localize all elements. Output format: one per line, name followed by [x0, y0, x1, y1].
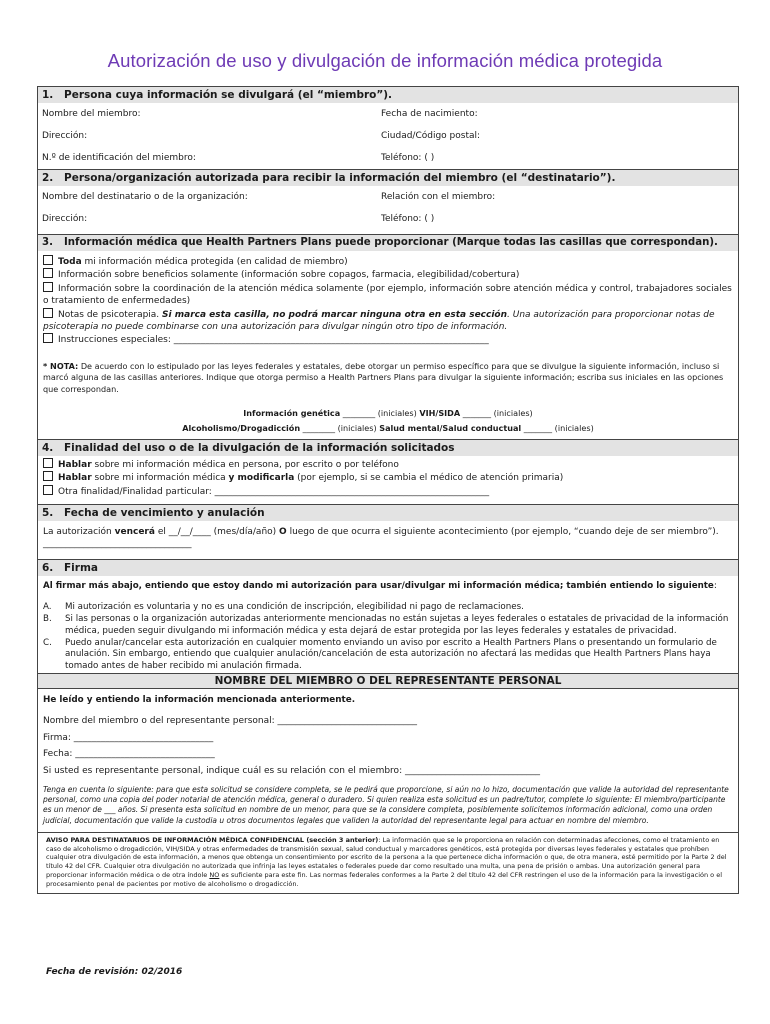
- birth-date-field[interactable]: Fecha de nacimiento:: [381, 109, 478, 119]
- option-bold: Toda: [58, 257, 82, 267]
- checkbox[interactable]: [43, 458, 53, 468]
- option-bold: Hablar: [58, 459, 92, 470]
- initials-label: VIH/SIDA: [419, 407, 461, 418]
- notice-title: AVISO PARA DESTINATARIOS DE INFORMACIÓN MÉDICA CONFIDENCIAL (sección 3 anterior): [46, 835, 379, 844]
- initials-label: Salud mental/Salud conductual: [379, 423, 522, 434]
- checkbox[interactable]: [43, 471, 53, 481]
- section-6: [38, 560, 738, 894]
- section-2: [38, 170, 738, 235]
- section-heading: Información médica que Health Partners Plans puede proporcionar (Marque todas las casillas que correspondan).: [64, 237, 718, 248]
- checkbox[interactable]: [43, 333, 53, 343]
- city-zip-field[interactable]: Ciudad/Código postal:: [381, 131, 481, 141]
- notice-underline: NO: [209, 871, 220, 880]
- recipient-phone-field[interactable]: Teléfono: ( ): [381, 214, 435, 224]
- option-label: Notas de psicoterapia.: [58, 309, 163, 320]
- recipient-address-field[interactable]: Dirección:: [42, 214, 88, 224]
- option-discuss: [43, 458, 733, 471]
- confidential-notice: [38, 832, 738, 894]
- section-number: 6.: [42, 561, 54, 574]
- section-heading: Fecha de vencimiento y anulación: [64, 507, 265, 520]
- page-title: Autorización de uso y divulgación de información médica protegida: [107, 50, 663, 71]
- relationship-field[interactable]: Si usted es representante personal, indique cuál es su relación con el miembro: ______________________________: [43, 765, 540, 776]
- terms-list: [38, 594, 738, 673]
- checkbox[interactable]: [43, 308, 53, 318]
- option-label: Otra finalidad/Finalidad particular: _____________________________________________________________: [58, 486, 490, 497]
- section-1: [38, 87, 738, 170]
- section-5: [38, 505, 738, 560]
- relationship-field[interactable]: Relación con el miembro:: [381, 192, 496, 202]
- initials-label: Información genética: [243, 407, 341, 418]
- list-item: [43, 614, 733, 638]
- initials-line-1: [38, 406, 738, 422]
- option-label: (por ejemplo, si se cambia el médico de atención primaria): [294, 473, 564, 484]
- checkbox[interactable]: [43, 282, 53, 292]
- section-heading: Persona/organización autorizada para recibir la información del miembro (el “destinatario”).: [64, 172, 616, 184]
- option-psychotherapy: [43, 308, 733, 334]
- signature-intro: [38, 576, 738, 594]
- section-heading: Persona cuya información se divulgará (el “miembro”).: [64, 89, 393, 101]
- option-bold: y modificarla: [228, 473, 295, 484]
- initials-blank[interactable]: _______ (iniciales): [521, 423, 594, 434]
- option-benefits: [43, 268, 733, 281]
- field-row: [38, 186, 738, 208]
- option-label: Información sobre beneficios solamente (información sobre copagos, farmacia, elegibilidad/cobertura): [58, 270, 520, 281]
- initials-blank[interactable]: ________ (iniciales): [300, 423, 380, 434]
- section-number: 3.: [42, 237, 53, 248]
- section-5-header: [38, 505, 738, 521]
- authorization-form: [37, 86, 739, 894]
- section-4: [38, 440, 738, 505]
- list-letter: A.: [43, 602, 52, 613]
- note-paragraph: [38, 359, 738, 398]
- checkbox[interactable]: [43, 268, 53, 278]
- initials-line-2: [38, 421, 738, 439]
- option-label: sobre mi información médica: [91, 473, 229, 484]
- section-heading: Firma: [64, 561, 98, 574]
- notice-text: es suficiente para este fin. Las normas federales conformes a la Parte 2 del título 42 del CFR restringen el uso de la información para la investigación o el procesamiento penal de pacientes por motivo de alcoholismo o drogadicción.: [46, 871, 723, 888]
- phone-field[interactable]: Teléfono: ( ): [381, 153, 435, 163]
- option-other: [43, 485, 733, 498]
- list-text: Mi autorización es voluntaria y no es una condición de inscripción, elegibilidad ni pago de reclamaciones.: [65, 602, 524, 613]
- text: La autorización: [43, 527, 115, 538]
- option-label: Información sobre la coordinación de la atención médica solamente (por ejemplo, información sobre atención médica y control, trabajadores sociales o tratamiento de enfermedades): [43, 283, 732, 307]
- info-options: [38, 251, 738, 349]
- revision-date: Fecha de revisión: 02/2016: [46, 967, 183, 977]
- section-heading: Finalidad del uso o de la divulgación de la información solicitados: [64, 441, 455, 454]
- intro-end: :: [713, 580, 717, 591]
- option-label: mi información médica protegida (en calidad de miembro): [81, 257, 348, 267]
- section-number: 5.: [42, 507, 54, 520]
- signature-field[interactable]: Firma: _______________________________: [43, 732, 214, 743]
- initials-blank[interactable]: ________ (iniciales): [340, 407, 420, 418]
- initials-label: Alcoholismo/Drogadicción: [182, 423, 301, 434]
- section-3: [38, 235, 738, 440]
- option-bold: Hablar: [58, 473, 92, 484]
- option-coordination: [43, 282, 733, 308]
- section-4-header: [38, 440, 738, 456]
- text-bold: vencerá: [114, 527, 155, 538]
- initials-blank[interactable]: _______ (iniciales): [460, 407, 533, 418]
- address-field[interactable]: Dirección:: [42, 131, 88, 141]
- field-row: [38, 208, 738, 234]
- section-2-header: [38, 170, 738, 186]
- note-label: * NOTA:: [43, 360, 79, 371]
- field-row: [38, 103, 738, 125]
- option-warning: Si marca esta casilla, no podrá marcar ninguna otra en esta sección: [162, 309, 508, 320]
- member-name-field[interactable]: Nombre del miembro:: [42, 109, 141, 119]
- text: luego de que ocurra el siguiente acontecimiento (por ejemplo, “cuando deje de ser miembro”). _________________________________: [43, 527, 719, 550]
- option-all: [43, 255, 733, 268]
- notice-text: : La información que se le proporciona en relación con determinadas afecciones, como el tratamiento en caso de alcoholismo o drogadicción, VIH/SIDA y otras enfermedades de transmisión sexual, salud conductual y marcadores genéticos, está protegida por diversas leyes federales y estatales que prohíben cualquier otra divulgación de esta información, a menos que obtenga un consentimiento por escrito de la persona a la que pertenece dicha información o que, de otra manera, esté permitido por la Parte 2 del título 42 del CFR. Cualquier otra divulgación no autorizada que infrinja las leyes estatales o federales puede dar como resultado una multa, una pena de prisión o ambas. Una autorización general para proporcionar información médica o de otra índole: [46, 835, 727, 880]
- field-row: [38, 125, 738, 147]
- list-item: [43, 602, 733, 614]
- section-3-header: [38, 235, 738, 251]
- option-label: sobre mi información médica en persona, por escrito o por teléfono: [91, 459, 399, 470]
- list-letter: B.: [43, 614, 52, 625]
- list-text: Si las personas o la organización autorizadas anteriormente mencionadas no están sujetas a leyes federales o estatales de privacidad de la información médica, pueden seguir divulgando mi información médica y esta dejará de estar protegida por las leyes federales y estatales de privacidad.: [65, 614, 729, 636]
- intro-text: Al firmar más abajo, entiendo que estoy dando mi autorización para usar/divulgar mi información médica; también entiendo lo siguiente: [43, 580, 714, 591]
- field-row: [38, 147, 738, 169]
- representative-band: NOMBRE DEL MIEMBRO O DEL REPRESENTANTE PERSONAL: [38, 673, 738, 689]
- section-number: 2.: [42, 172, 54, 184]
- read-statement: He leído y entiendo la información mencionada anteriormente.: [43, 695, 356, 706]
- recipient-name-field[interactable]: Nombre del destinatario o de la organización:: [42, 192, 248, 202]
- checkbox[interactable]: [43, 255, 53, 265]
- list-text: Puedo anular/cancelar esta autorización en cualquier momento enviando un aviso por escrito a Health Partners Plans o presentando un formulario de anulación. Sin embargo, entiendo que cualquier anulación/cancelación de esta autorización no afectará las medidas que Health Partners Plans haya tomado antes de haber recibido mi anulación firmada.: [65, 637, 717, 672]
- representative-note: Tenga en cuenta lo siguiente: para que esta solicitud se considere completa, se le pedirá que proporcione, si aún no lo hizo, documentación que valide la autoridad del representante personal, como una copia del poder notarial de atención médica, general o duradero. Si quien realiza esta solicitud es un padre/tutor, complete lo siguiente: El miembro/participante es un menor de ___ años. Si presenta esta solicitud en nombre de un menor, para que se la considere completa, posiblemente solicitemos información adicional, como una orden judicial, documentación que valide la custodia u otros documentos legales que validen la autoridad del representante legal para actuar en nombre del miembro.: [43, 785, 729, 825]
- text: el __/__/____ (mes/día/año): [154, 527, 280, 538]
- representative-name-field[interactable]: Nombre del miembro o del representante personal: _______________________________: [43, 716, 418, 727]
- note-text: De acuerdo con lo estipulado por las leyes federales y estatales, debe otorgar un permiso específico para que se divulgue la siguiente información, incluso si marcó alguna de las casillas anteriores. Indique que otorga permiso a Health Partners Plans para divulgar la siguiente información; escriba sus iniciales en las opciones que correspondan.: [43, 360, 724, 395]
- checkbox[interactable]: [43, 485, 53, 495]
- option-special-instructions: [43, 333, 733, 346]
- date-field[interactable]: Fecha: _______________________________: [43, 749, 215, 760]
- section-1-header: [38, 87, 738, 103]
- member-id-field[interactable]: N.º de identificación del miembro:: [42, 153, 196, 163]
- option-modify: [43, 471, 733, 484]
- expiration-text: [38, 521, 738, 559]
- list-item: [43, 638, 733, 673]
- text-bold: O: [279, 527, 287, 538]
- section-number: 4.: [42, 441, 54, 454]
- option-note: . Una autorización para proporcionar notas de psicoterapia no puede combinarse con una autorización para divulgar ningún otro tipo de información.: [43, 309, 715, 333]
- option-label: Instrucciones especiales: ______________________________________________________________________: [58, 335, 489, 346]
- purpose-options: [38, 456, 738, 504]
- signature-fields: [38, 689, 738, 832]
- section-number: 1.: [42, 89, 54, 101]
- section-6-header: [38, 560, 738, 576]
- list-letter: C.: [43, 637, 52, 648]
